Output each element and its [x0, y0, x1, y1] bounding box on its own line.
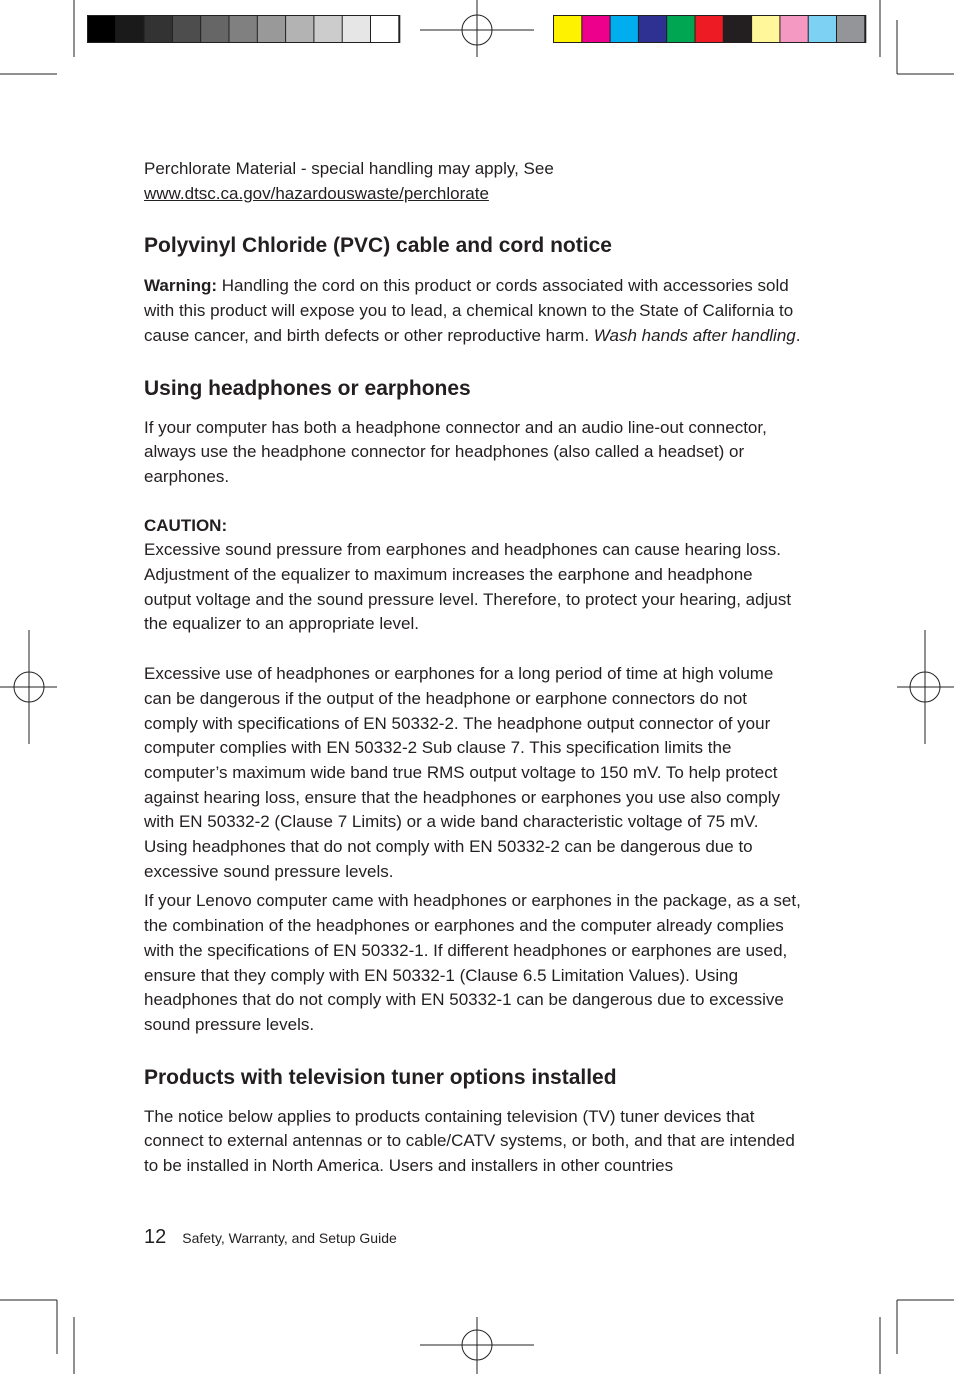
crop-mark-bottom-right [880, 1300, 954, 1374]
warning-label: Warning: [144, 276, 218, 296]
gray-swatch [230, 16, 257, 42]
color-swatch [582, 16, 609, 42]
footer-title: Safety, Warranty, and Setup Guide [182, 1230, 397, 1246]
pvc-warning-body: Handling the cord on this product or cords associated with accessories sold with this product will expose you to lead, a chemical known to the State of California to cause cancer, and birth defects or other reproductive harm. [144, 276, 794, 345]
color-swatch [724, 16, 751, 42]
color-swatch [752, 16, 779, 42]
gray-swatch [173, 16, 200, 42]
headphones-caution-paragraph: Excessive sound pressure from earphones and headphones can cause hearing loss. Adjustment of the equalizer to maximum increases the earphone and headphone output voltage and the sound pressure level. Therefore, to protect your hearing, adjust the equalizer to an appropriate level. [144, 540, 792, 634]
color-swatch [667, 16, 694, 42]
registration-mark-top [420, 0, 534, 57]
gray-swatch [343, 16, 370, 42]
pvc-warning-end: . [795, 325, 801, 345]
color-swatch [696, 16, 723, 42]
color-swatch [809, 16, 836, 42]
gray-swatch [201, 16, 228, 42]
headphones-paragraph-1: If your computer has both a headphone connector and an audio line-out connector, always use the headphone connector for headphones (also called a headset) or earphones. [144, 417, 767, 486]
caution-label: CAUTION: [144, 515, 228, 535]
perchlorate-link[interactable]: www.dtsc.ca.gov/hazardouswaste/perchlorate [144, 183, 489, 203]
color-swatch [780, 16, 807, 42]
color-swatch [639, 16, 666, 42]
pvc-warning-paragraph [144, 274, 804, 348]
crop-mark-bottom-left [0, 1300, 74, 1374]
page-number: 12 [144, 1226, 167, 1248]
color-swatch [554, 16, 581, 42]
gray-swatch [314, 16, 341, 42]
headphones-paragraph-3: Excessive use of headphones or earphones for a long period of time at high volume can be dangerous if the output of the headphone or earphone connectors do not comply with specifications of EN 50332-2. The headphone output connector of your computer complies with EN 50332-2 Sub clause 7. This specification limits the computer’s maximum wide band true RMS output voltage to 150 mV. To help protect against hearing loss, ensure that the headphones or earphones you use also comply with EN 50332-2 (Clause 7 Limits) or a wide band characteristic voltage of 75 mV. Using headphones that do not comply with EN 50332-2 can be dangerous due to excessive sound pressure levels. [144, 664, 781, 881]
perchlorate-text: Perchlorate Material - special handling may apply, See [144, 159, 554, 178]
page-footer [144, 1226, 397, 1249]
gray-swatch [145, 16, 172, 42]
color-swatch [837, 16, 864, 42]
pvc-warning-italic: Wash hands after handling [593, 325, 796, 345]
headphones-paragraph-4: If your Lenovo computer came with headphones or earphones in the package, as a set, the combination of the headphones or earphones and the computer already complies with the specifications of EN 50332-1. If different headphones or earphones are used, ensure that they comply with EN 50332-1 (Clause 6.5 Limitation Values). Using headphones that do not comply with EN 50332-1 can be dangerous due to excessive sound pressure levels. [144, 891, 801, 1034]
gray-swatch [258, 16, 285, 42]
perchlorate-notice [144, 157, 804, 206]
registration-mark-bottom [420, 1317, 534, 1374]
registration-mark-left [0, 630, 57, 744]
gray-swatch [88, 16, 115, 42]
tv-tuner-heading: Products with television tuner options installed [144, 1065, 617, 1089]
grayscale-calibration-bar [87, 15, 400, 43]
headphones-heading: Using headphones or earphones [144, 376, 471, 400]
color-calibration-bar [553, 15, 866, 43]
tv-tuner-paragraph: The notice below applies to products containing television (TV) tuner devices that connect to external antennas or to cable/CATV systems, or both, and that are intended to be installed in North America. Users and installers in other countries [144, 1106, 795, 1176]
gray-swatch [286, 16, 313, 42]
registration-mark-right [897, 630, 954, 744]
crop-mark-top-left [0, 0, 74, 74]
page-content [144, 157, 804, 1179]
gray-swatch [116, 16, 143, 42]
pvc-heading: Polyvinyl Chloride (PVC) cable and cord notice [144, 234, 612, 258]
gray-swatch [371, 16, 398, 42]
color-swatch [611, 16, 638, 42]
crop-mark-top-right [880, 0, 954, 74]
